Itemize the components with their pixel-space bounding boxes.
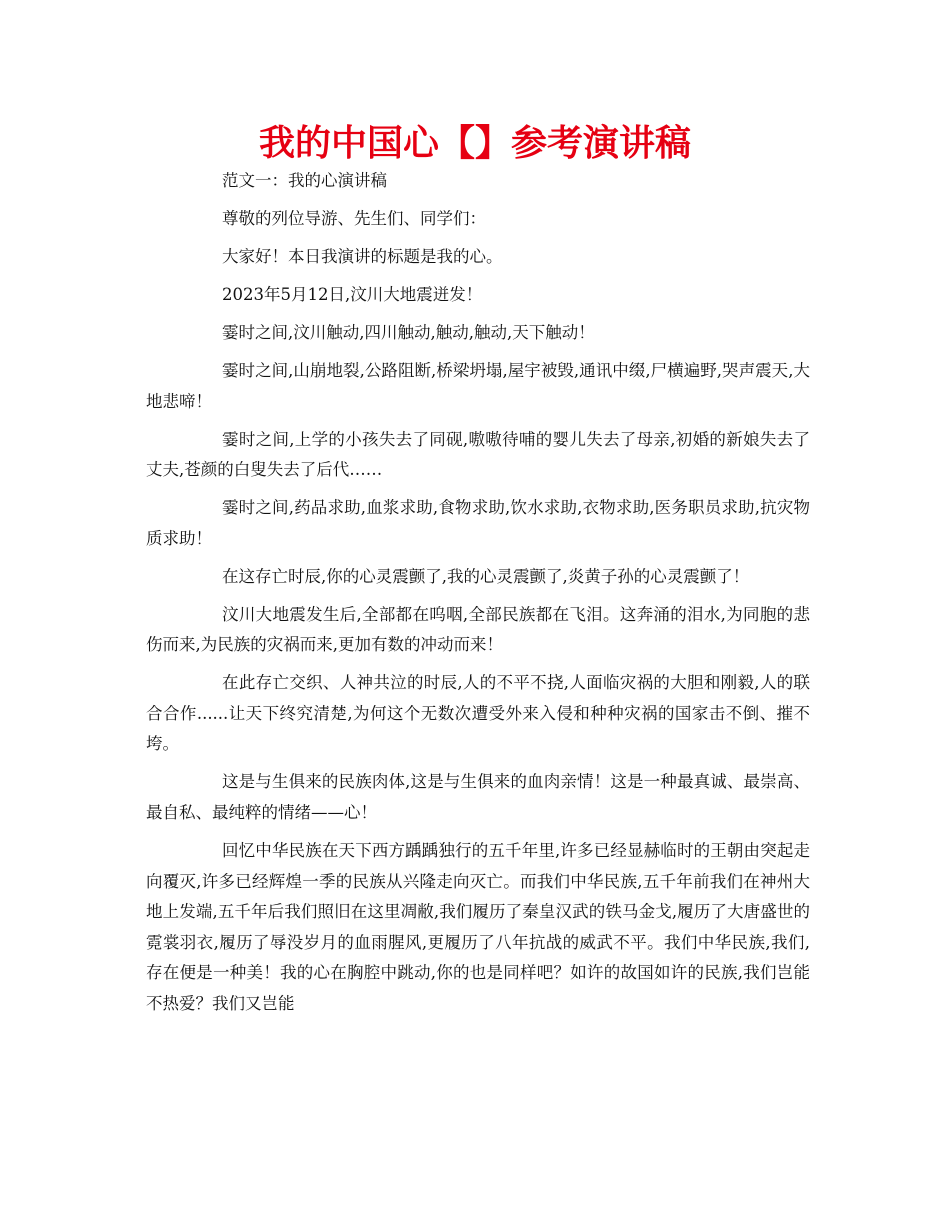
- paragraph: 霎时之间,药品求助,血浆求助,食物求助,饮水求助,衣物求助,医务职员求助,抗灾物质求助！: [146, 498, 810, 548]
- paragraph: 霎时之间,上学的小孩失去了同砚,嗷嗷待哺的婴儿失去了母亲,初婚的新娘失去了丈夫,苍颜的白叟失去了后代……: [146, 429, 810, 480]
- paragraph: 2023年5月12日,汶川大地震迸发！: [222, 284, 483, 304]
- paragraph: 霎时之间,山崩地裂,公路阻断,桥梁坍塌,屋宇被毁,通讯中缀,尸横遍野,哭声震天,大地悲啼！: [146, 360, 810, 411]
- document-body: [146, 166, 810, 1027]
- paragraph: 回忆中华民族在天下西方踽踽独行的五千年里,许多已经显赫临时的王朝由突起走向覆灭,许多已经辉煌一季的民族从兴隆走向灭亡。而我们中华民族,五千年前我们在神州大地上发端,五千年后我们照旧在这里凋敝,我们履历了秦皇汉武的铁马金戈,履历了大唐盛世的霓裳羽衣,履历了辱没岁月的血雨腥风,更履历了八年抗战的威武不平。我们中华民族,我们,存在便是一种美！我的心在胸腔中跳动,你的也是同样吧？如许的故国如许的民族,我们岂能不热爱？我们又岂能: [146, 840, 810, 1013]
- paragraph: 这是与生俱来的民族肉体,这是与生俱来的血肉亲情！这是一种最真诚、最崇高、最自私、最纯粹的情绪——心！: [146, 772, 810, 822]
- document-title: 我的中国心【】参考演讲稿: [258, 123, 691, 164]
- paragraph: 霎时之间,汶川触动,四川触动,触动,触动,天下触动！: [222, 322, 595, 342]
- paragraph: 大家好！本日我演讲的标题是我的心。: [222, 246, 503, 266]
- paragraph: 尊敬的列位导游、先生们、同学们：: [222, 208, 486, 228]
- paragraph: 汶川大地震发生后,全部都在呜咽,全部民族都在飞泪。这奔涌的泪水,为同胞的悲伤而来,为民族的灾祸而来,更加有数的冲动而来！: [146, 604, 810, 655]
- paragraph: 在此存亡交织、人神共泣的时辰,人的不平不挠,人面临灾祸的大胆和刚毅,人的联合合作......让天下终究清楚,为何这个无数次遭受外来入侵和种种灾祸的国家击不倒、摧不垮。: [146, 673, 810, 754]
- paragraph: 在这存亡时辰,你的心灵震颤了,我的心灵震颤了,炎黄子孙的心灵震颤了！: [222, 566, 750, 586]
- paragraph: 范文一：我的心演讲稿: [222, 171, 387, 190]
